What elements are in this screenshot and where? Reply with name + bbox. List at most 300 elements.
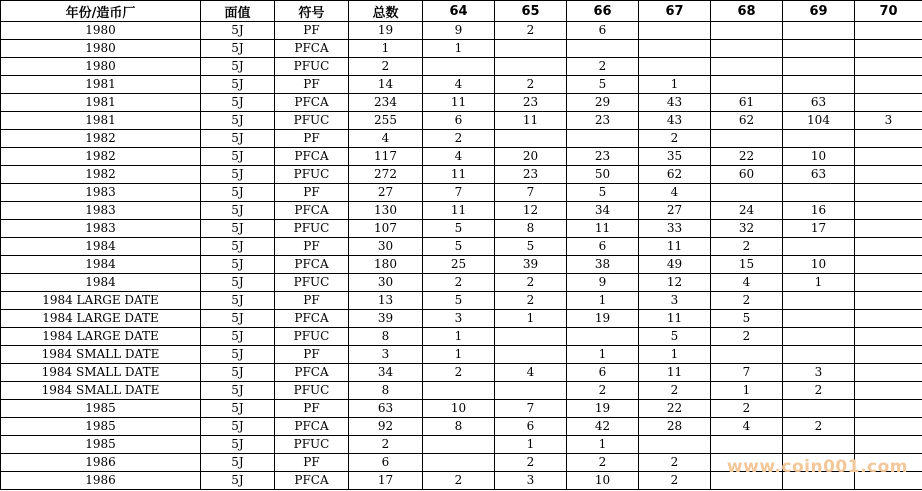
- table-cell: [783, 292, 855, 310]
- table-cell: 5J: [201, 328, 275, 346]
- table-cell: 117: [349, 148, 423, 166]
- table-cell: PF: [275, 184, 349, 202]
- table-cell: 1985: [1, 436, 201, 454]
- table-cell: 5J: [201, 148, 275, 166]
- table-cell: 2: [423, 274, 495, 292]
- table-cell: 23: [567, 112, 639, 130]
- table-cell: [855, 382, 922, 400]
- table-cell: 20: [495, 148, 567, 166]
- table-cell: 1980: [1, 22, 201, 40]
- table-cell: PFUC: [275, 382, 349, 400]
- table-cell: 11: [423, 202, 495, 220]
- table-cell: [855, 346, 922, 364]
- table-cell: [495, 346, 567, 364]
- table-cell: [639, 22, 711, 40]
- table-cell: 5J: [201, 346, 275, 364]
- table-cell: [783, 184, 855, 202]
- table-cell: PF: [275, 22, 349, 40]
- table-cell: [495, 130, 567, 148]
- table-cell: 5J: [201, 22, 275, 40]
- table-cell: 1984 SMALL DATE: [1, 382, 201, 400]
- table-cell: 11: [567, 220, 639, 238]
- table-row: [1, 184, 922, 202]
- table-row: [1, 292, 922, 310]
- table-cell: 2: [567, 382, 639, 400]
- table-cell: 5: [423, 238, 495, 256]
- table-cell: 2: [639, 454, 711, 472]
- table-cell: 15: [711, 256, 783, 274]
- table-cell: PFUC: [275, 328, 349, 346]
- table-cell: 4: [711, 418, 783, 436]
- column-header: 70: [855, 1, 922, 22]
- table-cell: 5J: [201, 274, 275, 292]
- table-cell: 62: [711, 112, 783, 130]
- table-cell: 2: [711, 328, 783, 346]
- table-row: [1, 472, 922, 490]
- table-cell: 1: [423, 346, 495, 364]
- table-cell: [711, 184, 783, 202]
- table-cell: 1: [783, 274, 855, 292]
- table-cell: PFUC: [275, 220, 349, 238]
- table-cell: 11: [639, 238, 711, 256]
- table-cell: 5J: [201, 454, 275, 472]
- column-header: 年份/造币厂: [1, 1, 201, 22]
- table-cell: PF: [275, 238, 349, 256]
- table-cell: 2: [567, 58, 639, 76]
- table-cell: 5: [495, 238, 567, 256]
- table-cell: [855, 364, 922, 382]
- table-cell: 11: [639, 364, 711, 382]
- table-row: [1, 94, 922, 112]
- table-cell: 9: [567, 274, 639, 292]
- table-cell: PFCA: [275, 40, 349, 58]
- table-cell: 5J: [201, 94, 275, 112]
- table-cell: 1: [567, 346, 639, 364]
- table-cell: [783, 76, 855, 94]
- table-cell: 5J: [201, 238, 275, 256]
- header-row: [1, 1, 922, 22]
- table-cell: 5: [567, 76, 639, 94]
- table-cell: 6: [567, 238, 639, 256]
- table-cell: PFCA: [275, 472, 349, 490]
- table-cell: 11: [639, 310, 711, 328]
- table-cell: 42: [567, 418, 639, 436]
- table-cell: [855, 58, 922, 76]
- table-cell: PFCA: [275, 310, 349, 328]
- table-cell: 8: [423, 418, 495, 436]
- column-header: 64: [423, 1, 495, 22]
- table-cell: 5: [423, 220, 495, 238]
- table-cell: PFUC: [275, 274, 349, 292]
- table-row: [1, 148, 922, 166]
- table-cell: 14: [349, 76, 423, 94]
- table-cell: 3: [855, 112, 922, 130]
- table-cell: 2: [349, 436, 423, 454]
- table-cell: 4: [495, 364, 567, 382]
- table-cell: [711, 454, 783, 472]
- table-cell: 1: [495, 436, 567, 454]
- table-cell: [855, 472, 922, 490]
- table-row: [1, 454, 922, 472]
- table-cell: 1984 SMALL DATE: [1, 346, 201, 364]
- table-cell: [783, 436, 855, 454]
- table-cell: 1984: [1, 274, 201, 292]
- column-header: 69: [783, 1, 855, 22]
- table-cell: [855, 454, 922, 472]
- table-cell: 8: [349, 328, 423, 346]
- table-cell: 22: [711, 148, 783, 166]
- table-cell: 1980: [1, 40, 201, 58]
- table-cell: 1982: [1, 148, 201, 166]
- table-cell: 23: [495, 94, 567, 112]
- table-cell: 2: [495, 454, 567, 472]
- table-cell: PF: [275, 400, 349, 418]
- table-cell: 1980: [1, 58, 201, 76]
- table-cell: 63: [349, 400, 423, 418]
- table-row: [1, 112, 922, 130]
- table-cell: 1983: [1, 184, 201, 202]
- table-cell: 1981: [1, 112, 201, 130]
- table-cell: [855, 274, 922, 292]
- table-cell: 30: [349, 274, 423, 292]
- table-cell: 61: [711, 94, 783, 112]
- table-cell: 1984 LARGE DATE: [1, 310, 201, 328]
- table-cell: 272: [349, 166, 423, 184]
- table-cell: 63: [783, 94, 855, 112]
- table-row: [1, 256, 922, 274]
- table-cell: 2: [495, 274, 567, 292]
- table-cell: 5J: [201, 202, 275, 220]
- table-cell: [783, 454, 855, 472]
- table-cell: 1984 SMALL DATE: [1, 364, 201, 382]
- table-cell: [855, 418, 922, 436]
- table-cell: 5J: [201, 364, 275, 382]
- table-cell: 1: [495, 310, 567, 328]
- table-cell: 1: [423, 40, 495, 58]
- table-row: [1, 364, 922, 382]
- table-cell: 5: [639, 328, 711, 346]
- table-cell: [855, 130, 922, 148]
- table-cell: [711, 346, 783, 364]
- table-cell: PF: [275, 346, 349, 364]
- table-cell: 4: [639, 184, 711, 202]
- table-cell: [423, 382, 495, 400]
- table-cell: 234: [349, 94, 423, 112]
- table-cell: PFUC: [275, 112, 349, 130]
- table-cell: 1984 LARGE DATE: [1, 292, 201, 310]
- table-cell: PFCA: [275, 418, 349, 436]
- table-cell: 5: [567, 184, 639, 202]
- column-header: 66: [567, 1, 639, 22]
- table-cell: [639, 436, 711, 454]
- table-cell: 32: [711, 220, 783, 238]
- table-cell: 10: [423, 400, 495, 418]
- table-cell: PFCA: [275, 202, 349, 220]
- table-cell: PF: [275, 76, 349, 94]
- table-cell: [567, 40, 639, 58]
- table-cell: [855, 400, 922, 418]
- table-cell: 1: [567, 436, 639, 454]
- watermark: www.coin001.com: [726, 457, 908, 477]
- table-cell: [495, 382, 567, 400]
- table-cell: [711, 436, 783, 454]
- table-cell: 3: [639, 292, 711, 310]
- table-cell: 43: [639, 112, 711, 130]
- table-cell: 5J: [201, 166, 275, 184]
- table-cell: 6: [567, 22, 639, 40]
- table-cell: [783, 40, 855, 58]
- table-cell: 3: [783, 364, 855, 382]
- table-cell: 1: [639, 76, 711, 94]
- table-cell: [855, 292, 922, 310]
- table-cell: [855, 202, 922, 220]
- table-cell: 1985: [1, 418, 201, 436]
- table-cell: 5J: [201, 310, 275, 328]
- table-cell: 19: [567, 310, 639, 328]
- table-cell: 17: [783, 220, 855, 238]
- table-cell: 1: [567, 292, 639, 310]
- table-cell: [423, 454, 495, 472]
- table-cell: [711, 472, 783, 490]
- table-row: [1, 40, 922, 58]
- table-cell: 1: [711, 382, 783, 400]
- table-cell: 4: [423, 76, 495, 94]
- table-row: [1, 274, 922, 292]
- table-cell: 6: [349, 454, 423, 472]
- table-cell: 2: [495, 22, 567, 40]
- table-cell: [711, 22, 783, 40]
- table-cell: 5J: [201, 400, 275, 418]
- table-cell: 6: [567, 364, 639, 382]
- table-cell: [855, 436, 922, 454]
- table-cell: 5J: [201, 220, 275, 238]
- table-cell: 30: [349, 238, 423, 256]
- table-cell: 34: [567, 202, 639, 220]
- table-row: [1, 238, 922, 256]
- table-row: [1, 166, 922, 184]
- table-cell: 43: [639, 94, 711, 112]
- table-cell: [855, 22, 922, 40]
- table-cell: 19: [567, 400, 639, 418]
- table-cell: PFUC: [275, 166, 349, 184]
- column-header: 67: [639, 1, 711, 22]
- table-cell: 17: [349, 472, 423, 490]
- table-row: [1, 400, 922, 418]
- table-cell: [855, 238, 922, 256]
- table-row: [1, 382, 922, 400]
- table-cell: 5J: [201, 418, 275, 436]
- table-cell: 33: [639, 220, 711, 238]
- table-cell: [783, 58, 855, 76]
- column-header: 符号: [275, 1, 349, 22]
- table-cell: 8: [495, 220, 567, 238]
- table-cell: 2: [423, 130, 495, 148]
- table-cell: 11: [423, 94, 495, 112]
- table-cell: 255: [349, 112, 423, 130]
- table-cell: [855, 328, 922, 346]
- table-cell: 16: [783, 202, 855, 220]
- table-cell: [855, 94, 922, 112]
- table-cell: 6: [495, 418, 567, 436]
- table-cell: 5J: [201, 112, 275, 130]
- table-cell: 7: [495, 184, 567, 202]
- table-cell: PF: [275, 292, 349, 310]
- table-cell: 2: [423, 472, 495, 490]
- table-cell: [855, 256, 922, 274]
- table-cell: 180: [349, 256, 423, 274]
- table-cell: 1985: [1, 400, 201, 418]
- table-cell: 3: [495, 472, 567, 490]
- table-cell: PFUC: [275, 58, 349, 76]
- table-cell: 13: [349, 292, 423, 310]
- table-cell: 2: [639, 382, 711, 400]
- table-cell: 1984: [1, 238, 201, 256]
- table-cell: [783, 472, 855, 490]
- table-cell: [711, 76, 783, 94]
- table-cell: 2: [567, 454, 639, 472]
- table-cell: [855, 220, 922, 238]
- table-cell: [783, 238, 855, 256]
- table-cell: 63: [783, 166, 855, 184]
- table-cell: 5J: [201, 436, 275, 454]
- table-cell: 8: [349, 382, 423, 400]
- table-cell: [423, 436, 495, 454]
- table-cell: PFCA: [275, 148, 349, 166]
- table-cell: 1: [639, 346, 711, 364]
- table-cell: 1981: [1, 76, 201, 94]
- table-cell: [639, 58, 711, 76]
- table-cell: [423, 58, 495, 76]
- table-cell: 10: [567, 472, 639, 490]
- table-cell: 19: [349, 22, 423, 40]
- table-cell: 1981: [1, 94, 201, 112]
- table-cell: 12: [639, 274, 711, 292]
- table-cell: 23: [495, 166, 567, 184]
- table-cell: 130: [349, 202, 423, 220]
- table-cell: [855, 76, 922, 94]
- table-row: [1, 328, 922, 346]
- table-cell: 5: [423, 292, 495, 310]
- table-cell: [783, 310, 855, 328]
- table-cell: 5J: [201, 58, 275, 76]
- table-cell: 7: [711, 364, 783, 382]
- table-cell: 11: [423, 166, 495, 184]
- table-cell: PFCA: [275, 256, 349, 274]
- table-cell: 22: [639, 400, 711, 418]
- table-cell: [495, 40, 567, 58]
- table-cell: 4: [423, 148, 495, 166]
- table-cell: 11: [495, 112, 567, 130]
- table-cell: 2: [711, 238, 783, 256]
- table-cell: [495, 58, 567, 76]
- table-cell: 1986: [1, 472, 201, 490]
- table-cell: 4: [711, 274, 783, 292]
- table-cell: [639, 40, 711, 58]
- table-cell: 10: [783, 148, 855, 166]
- table-cell: 5J: [201, 472, 275, 490]
- table-cell: 2: [711, 400, 783, 418]
- table-cell: 60: [711, 166, 783, 184]
- table-cell: [783, 346, 855, 364]
- table-cell: 27: [639, 202, 711, 220]
- table-cell: PF: [275, 130, 349, 148]
- table-row: [1, 418, 922, 436]
- table-cell: [783, 400, 855, 418]
- table-cell: [711, 58, 783, 76]
- table-cell: 1984: [1, 256, 201, 274]
- table-cell: 39: [349, 310, 423, 328]
- table-body: [1, 22, 922, 490]
- column-header: 总数: [349, 1, 423, 22]
- table-cell: 1982: [1, 130, 201, 148]
- table-cell: [783, 328, 855, 346]
- table-cell: 5J: [201, 292, 275, 310]
- table-row: [1, 310, 922, 328]
- table-row: [1, 202, 922, 220]
- column-header: 面值: [201, 1, 275, 22]
- table-row: [1, 220, 922, 238]
- table-cell: 2: [495, 76, 567, 94]
- table-cell: PFCA: [275, 94, 349, 112]
- table-cell: 50: [567, 166, 639, 184]
- table-cell: 10: [783, 256, 855, 274]
- table-cell: [855, 148, 922, 166]
- table-cell: [855, 310, 922, 328]
- table-cell: 12: [495, 202, 567, 220]
- table-cell: [855, 184, 922, 202]
- table-cell: 9: [423, 22, 495, 40]
- table-row: [1, 58, 922, 76]
- table-cell: 5J: [201, 76, 275, 94]
- table-cell: 29: [567, 94, 639, 112]
- table-cell: 38: [567, 256, 639, 274]
- table-cell: 107: [349, 220, 423, 238]
- table-cell: 34: [349, 364, 423, 382]
- table-cell: 39: [495, 256, 567, 274]
- table-cell: 1986: [1, 454, 201, 472]
- table-row: [1, 76, 922, 94]
- table-cell: 3: [349, 346, 423, 364]
- table-cell: 2: [423, 364, 495, 382]
- table-row: [1, 346, 922, 364]
- table-cell: 1: [423, 328, 495, 346]
- table-cell: 1984 LARGE DATE: [1, 328, 201, 346]
- table-cell: 2: [783, 418, 855, 436]
- table-cell: [855, 166, 922, 184]
- table-cell: 7: [423, 184, 495, 202]
- table-cell: 2: [711, 292, 783, 310]
- table-cell: 2: [495, 292, 567, 310]
- table-row: [1, 130, 922, 148]
- table-cell: [495, 328, 567, 346]
- table-cell: [567, 130, 639, 148]
- table-cell: 92: [349, 418, 423, 436]
- column-header: 68: [711, 1, 783, 22]
- table-cell: [855, 40, 922, 58]
- table-cell: [567, 328, 639, 346]
- table-cell: 5J: [201, 256, 275, 274]
- table-cell: 5J: [201, 184, 275, 202]
- table-cell: 6: [423, 112, 495, 130]
- table-cell: [711, 40, 783, 58]
- column-header: 65: [495, 1, 567, 22]
- table-cell: PF: [275, 454, 349, 472]
- table-row: [1, 436, 922, 454]
- table-cell: [783, 22, 855, 40]
- table-cell: PFUC: [275, 436, 349, 454]
- table-cell: 5J: [201, 130, 275, 148]
- table-cell: 24: [711, 202, 783, 220]
